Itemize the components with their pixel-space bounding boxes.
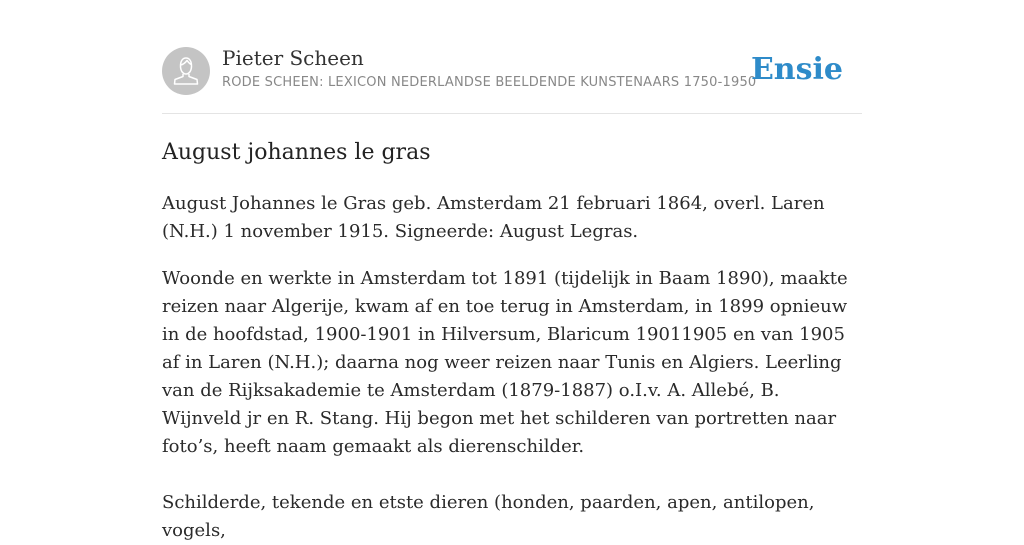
- article-paragraph-1: August Johannes le Gras geb. Amsterdam 21 februari 1864, overl. Laren (N.H.) 1 november 1915. Signeerde: August Legras.: [162, 193, 825, 242]
- article-header: [162, 46, 862, 96]
- header-divider: [162, 113, 862, 114]
- author-avatar[interactable]: [162, 47, 210, 95]
- article-title: August johannes le gras: [162, 140, 431, 165]
- source-title[interactable]: RODE SCHEEN: LEXICON NEDERLANDSE BEELDENDE KUNSTENAARS 1750-1950: [222, 75, 757, 90]
- article-paragraph-2: Woonde en werkte in Amsterdam tot 1891 (tijdelijk in Baam 1890), maakte reizen naar Algerije, kwam af en toe terug in Amsterdam, in 1899 opnieuw in de hoofdstad, 1900-1901 in Hilversum, Blaricum 19011905 en van 1905 af in Laren (N.H.); daarna nog weer reizen naar Tunis en Algiers. Leerling van de Rijksakademie te Amsterdam (1879-1887) o.I.v. A. Allebé, B. Wijnveld jr en R. Stang. Hij begon met het schilderen van portretten naar foto’s, heeft naam gemaakt als dierenschilder.: [162, 268, 848, 457]
- article-paragraph-3: Schilderde, tekende en etste dieren (honden, paarden, apen, antilopen, vogels,: [162, 492, 815, 541]
- user-icon: [162, 47, 210, 95]
- ensie-logo[interactable]: Ensie: [750, 52, 843, 87]
- author-name[interactable]: Pieter Scheen: [222, 46, 364, 70]
